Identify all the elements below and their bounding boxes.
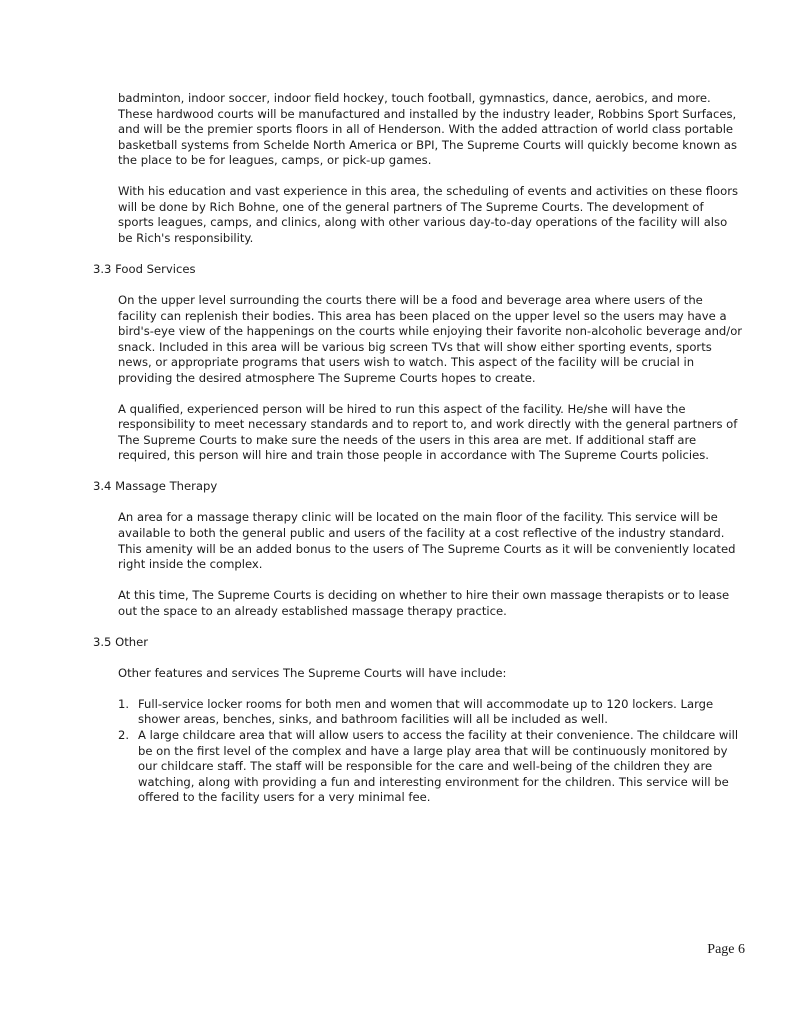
block-spacer: [93, 277, 743, 293]
block-spacer: [93, 495, 743, 511]
list-item-text: A large childcare area that will allow users to access the facility at their convenience. The childcare will be on the first level of the complex and have a large play area that will be continuously monitored by our childcare staff. The staff will be responsible for the care and well-being of the children they are watching, along with providing a fun and interesting environment for the children. This service will be offered to the facility users for a very minimal fee.: [138, 727, 739, 805]
paragraph-other-intro: Other features and services The Supreme Courts will have include:: [118, 665, 507, 680]
list-item-marker: 1.: [118, 696, 130, 711]
other-features-list: [118, 697, 743, 806]
heading-food-services: 3.3 Food Services: [93, 261, 196, 276]
paragraph-courts-surfaces: badminton, indoor soccer, indoor field hockey, touch football, gymnastics, dance, aerobics, and more. These hardwood courts will be manufactured and installed by the industry leader, Robbins Sport Surfaces, and will be the premier sports floors in all of Henderson. With the added attraction of world class portable basketball systems from Schelde North America or BPI, The Supreme Courts will quickly become known as the place to be for leagues, camps, or pick-up games.: [118, 91, 738, 168]
paragraph-food-beverage-area: On the upper level surrounding the courts there will be a food and beverage area where users of the facility can replenish their bodies. This area has been placed on the upper level so the users may have a bird's-eye view of the happenings on the courts while enjoying their favorite non-alcoholic beverage and/or snack. Included in this area will be various big screen TVs that will show either sporting events, sports news, or appropriate programs that users wish to watch. This aspect of the facility will be crucial in providing the desired atmosphere The Supreme Courts hopes to create.: [118, 292, 743, 385]
list-item: [118, 728, 743, 806]
heading-other: 3.5 Other: [93, 634, 149, 649]
block-spacer: [93, 650, 743, 666]
block-spacer: [93, 464, 743, 480]
paragraph-food-services-staffing: A qualified, experienced person will be hired to run this aspect of the facility. He/she will have the responsibility to meet necessary standards and to report to, and work directly with the general partners of The Supreme Courts to make sure the needs of the users in this area are met. If additional staff are required, this person will hire and train those people in accordance with The Supreme Courts policies.: [118, 401, 738, 463]
block-spacer: [93, 619, 743, 635]
block-spacer: [93, 573, 743, 589]
paragraph-scheduling-rich-bohne: With his education and vast experience in this area, the scheduling of events and activities on these floors will be done by Rich Bohne, one of the general partners of The Supreme Courts. The development of sports leagues, camps, and clinics, along with other various day-to-day operations of the facility will also be Rich's responsibility.: [118, 184, 739, 245]
heading-massage-therapy: 3.4 Massage Therapy: [93, 479, 218, 494]
page-footer: Page 6: [707, 942, 745, 957]
paragraph-massage-clinic-location: An area for a massage therapy clinic will be located on the main floor of the facility. This service will be available to both the general public and users of the facility at a cost reflective of the industry standard. This amenity will be an added bonus to the users of The Supreme Courts as it will be conveniently located right inside the complex.: [118, 510, 736, 572]
list-item-text: Full-service locker rooms for both men and women that will accommodate up to 120 lockers. Large shower areas, benches, sinks, and bathroom facilities will all be included as well.: [138, 696, 714, 727]
page-content: [93, 91, 743, 806]
paragraph-massage-hire-or-lease: At this time, The Supreme Courts is deciding on whether to hire their own massage therapists or to lease out the space to an already established massage therapy practice.: [118, 588, 730, 618]
block-spacer: [93, 246, 743, 262]
block-spacer: [93, 681, 743, 697]
list-item-marker: 2.: [118, 727, 130, 742]
block-spacer: [93, 386, 743, 402]
block-spacer: [93, 169, 743, 185]
list-item: [118, 697, 743, 728]
